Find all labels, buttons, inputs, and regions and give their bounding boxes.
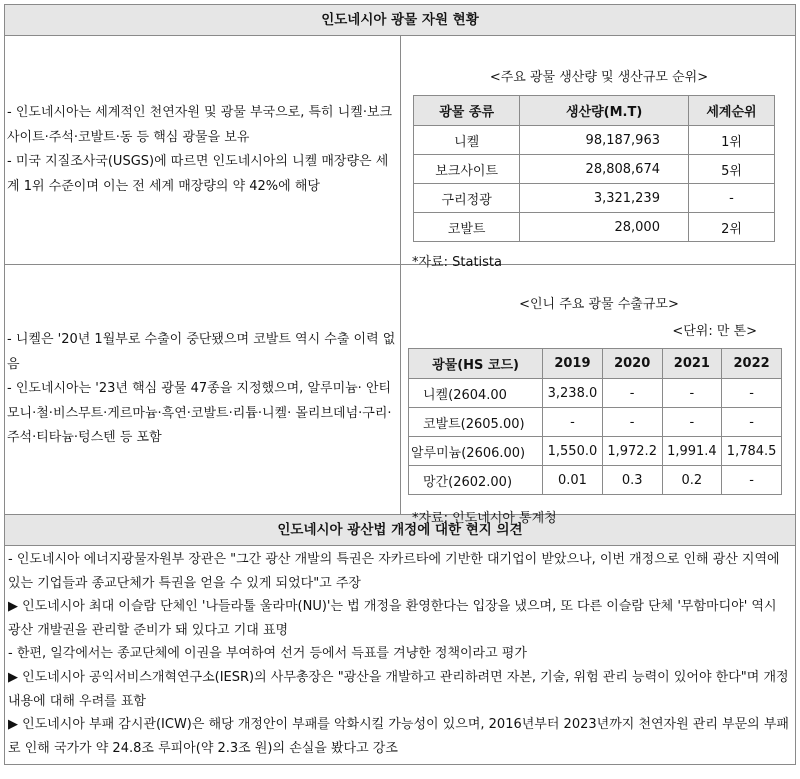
production-source: *자료: Statista xyxy=(412,255,502,270)
opinion-item: ▶ 인도네시아 공익서비스개혁연구소(IESR)의 사무총장은 "광산을 개발하고 관리하려면 자본, 기술, 위험 관리 능력이 있어야 한다"며 개정 내용에 대해 우려를 표함 xyxy=(8,669,789,709)
column-header: 광물 종류 xyxy=(414,96,520,126)
bullet-resources: - 인도네시아는 세계적인 천연자원 및 광물 부국으로, 특히 니켈·보크사이트·주석·코발트·동 등 핵심 광물을 보유 xyxy=(7,105,393,145)
exports-table-caption: <인니 주요 광물 수출규모> xyxy=(519,297,679,312)
bullet-export-halt: - 니켈은 '20년 1월부로 수출이 중단됐으며 코발트 역시 수출 이력 없음 xyxy=(7,332,396,372)
column-header: 2022 xyxy=(722,349,782,379)
table-cell: 3,321,239 xyxy=(520,184,689,213)
table-cell: - xyxy=(662,379,722,408)
table-row xyxy=(409,379,782,408)
opinion-list xyxy=(5,546,795,764)
table-cell: 1,991.4 xyxy=(662,437,722,466)
document-table xyxy=(4,4,796,765)
table-cell: - xyxy=(722,466,782,495)
column-header: 2020 xyxy=(602,349,662,379)
table-row xyxy=(414,184,775,213)
table-cell: 0.01 xyxy=(543,466,603,495)
table-cell: - xyxy=(722,379,782,408)
table-cell: - xyxy=(688,184,774,213)
table-cell: 코발트(2605.00) xyxy=(409,408,543,437)
table-cell: - xyxy=(602,408,662,437)
table-cell: 코발트 xyxy=(414,213,520,242)
table-cell: - xyxy=(543,408,603,437)
table-cell: 2위 xyxy=(688,213,774,242)
production-panel xyxy=(401,36,795,270)
production-table-header xyxy=(414,96,775,126)
table-row xyxy=(409,408,782,437)
table-cell: 5위 xyxy=(688,155,774,184)
table-cell: 28,808,674 xyxy=(520,155,689,184)
section-exports xyxy=(5,265,795,526)
opinion-title: 인도네시아 광산법 개정에 대한 현지 의견 xyxy=(5,515,795,546)
production-text xyxy=(5,36,401,264)
table-cell: 보크사이트 xyxy=(414,155,520,184)
table-cell: 28,000 xyxy=(520,213,689,242)
page-title: 인도네시아 광물 자원 현황 xyxy=(5,5,795,36)
exports-table xyxy=(408,348,782,495)
column-header: 생산량(M.T) xyxy=(520,96,689,126)
exports-text xyxy=(5,265,401,514)
table-cell: - xyxy=(722,408,782,437)
table-cell: 1위 xyxy=(688,126,774,155)
table-row xyxy=(409,466,782,495)
table-row xyxy=(409,437,782,466)
table-cell: 1,550.0 xyxy=(543,437,603,466)
table-cell: - xyxy=(602,379,662,408)
table-cell: 1,972.2 xyxy=(602,437,662,466)
table-cell: 0.3 xyxy=(602,466,662,495)
table-cell: 0.2 xyxy=(662,466,722,495)
bullet-nickel-reserves: - 미국 지질조사국(USGS)에 따르면 인도네시아의 니켈 매장량은 세계 1위 수준이며 이는 전 세계 매장량의 약 42%에 해당 xyxy=(7,154,389,194)
production-table-caption: <주요 광물 생산량 및 생산규모 순위> xyxy=(489,70,709,85)
table-row xyxy=(414,155,775,184)
table-cell: 구리정광 xyxy=(414,184,520,213)
table-cell: 니켈 xyxy=(414,126,520,155)
production-table xyxy=(413,95,775,242)
table-cell: - xyxy=(662,408,722,437)
exports-table-header xyxy=(409,349,782,379)
opinion-item: - 한편, 일각에서는 종교단체에 이권을 부여하여 선거 등에서 득표를 겨냥한 정책이라고 평가 xyxy=(8,646,527,662)
column-header: 2021 xyxy=(662,349,722,379)
section-production xyxy=(5,36,795,270)
column-header: 광물(HS 코드) xyxy=(409,349,543,379)
table-cell: 알루미늄(2606.00) xyxy=(409,437,543,466)
table-cell: 망간(2602.00) xyxy=(409,466,543,495)
opinion-item: - 인도네시아 에너지광물자원부 장관은 "그간 광산 개발의 특권은 자카르타에 기반한 대기업이 받았으나, 이번 개정으로 인해 광산 지역에 있는 기업들과 종교단체가 특권을 얻을 수 있게 되었다"고 주장 xyxy=(8,552,780,591)
table-cell: 니켈(2604.00 xyxy=(409,379,543,408)
exports-panel xyxy=(401,265,795,526)
opinion-item: ▶ 인도네시아 부패 감시관(ICW)은 해당 개정안이 부패를 악화시킬 가능성이 있으며, 2016년부터 2023년까지 천연자원 관리 부문의 부패로 인해 국가가 약 24.8조 루피아(약 2.3조 원)의 손실을 봤다고 강조 xyxy=(8,717,789,756)
table-row xyxy=(414,213,775,242)
exports-unit: <단위: 만 톤> xyxy=(672,324,757,339)
column-header: 세계순위 xyxy=(688,96,774,126)
column-header: 2019 xyxy=(543,349,603,379)
table-cell: 98,187,963 xyxy=(520,126,689,155)
table-row xyxy=(414,126,775,155)
bullet-critical-minerals: - 인도네시아는 '23년 핵심 광물 47종을 지정했으며, 알루미늄· 안티모니·철·비스무트·게르마늄·흑연·코발트·리튬·니켈· 몰리브데넘·구리·주석·티타늄·텅스텐 등 포함 xyxy=(7,381,392,446)
exports-source: *자료: 인도네시아 통계청 xyxy=(412,511,557,526)
table-cell: 3,238.0 xyxy=(543,379,603,408)
table-cell: 1,784.5 xyxy=(722,437,782,466)
opinion-item: ▶ 인도네시아 최대 이슬람 단체인 '나들라툴 울라마(NU)'는 법 개정을 환영한다는 입장을 냈으며, 또 다른 이슬람 단체 '무함마디야' 역시 광산 개발권을 관리할 준비가 돼 있다고 기대 표명 xyxy=(8,599,777,638)
